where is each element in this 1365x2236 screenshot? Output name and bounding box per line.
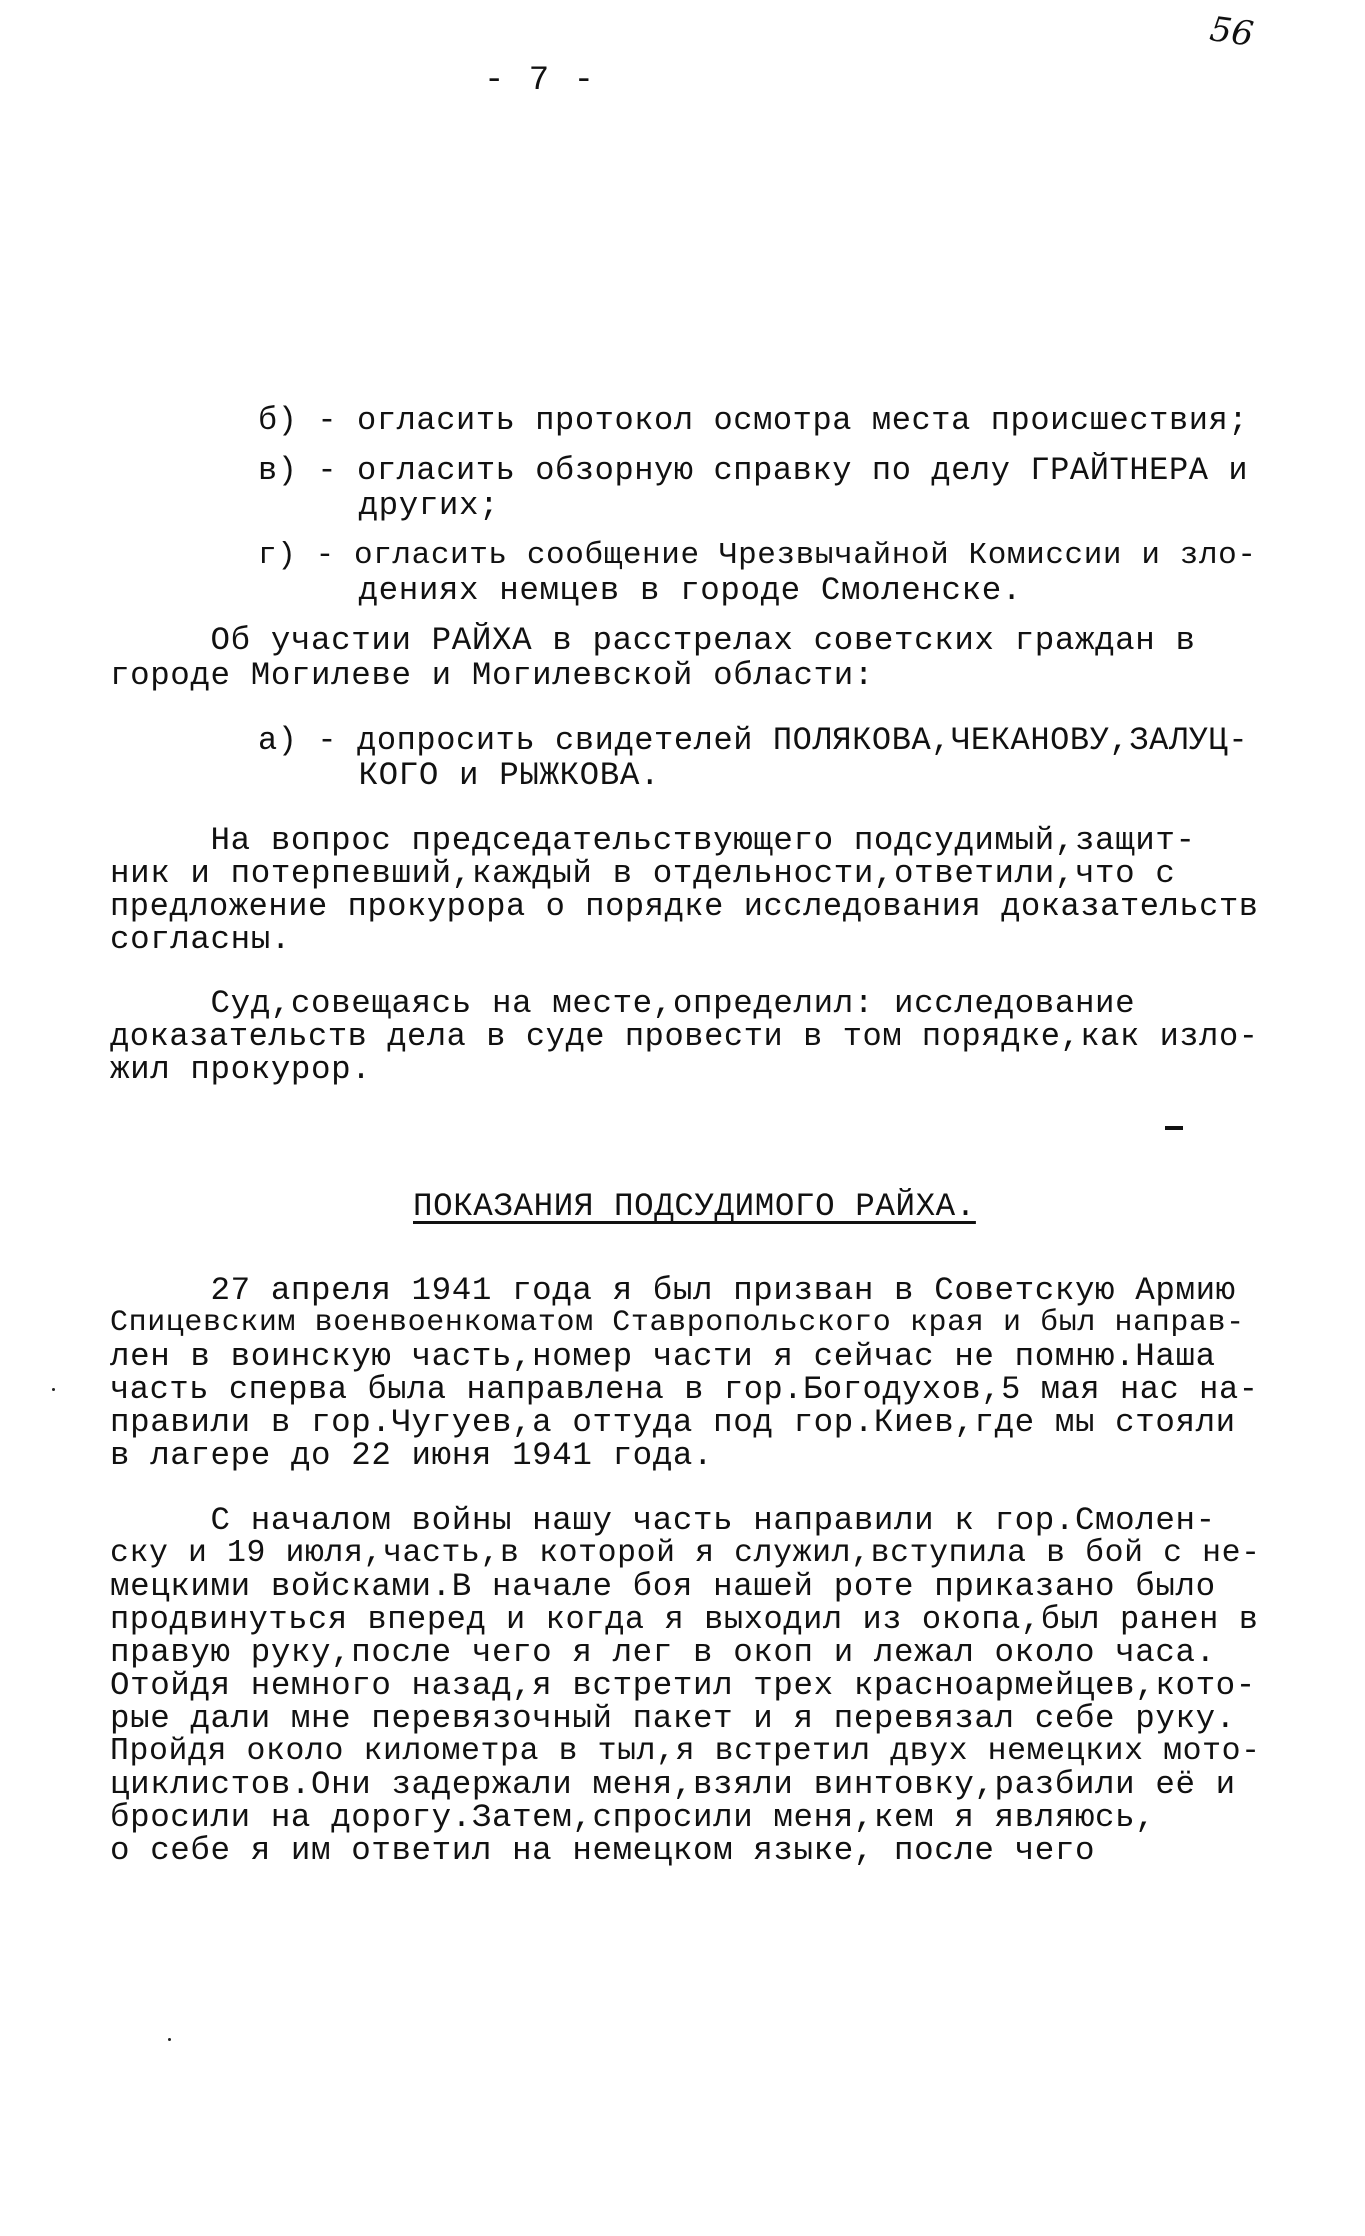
item-b-line-1: б) - огласить протокол осмотра места происшествия;	[258, 402, 1249, 439]
intro-line-2: городе Могилеве и Могилевской области:	[110, 657, 874, 694]
paragraph-1-line-2: ник и потерпевший,каждый в отдельности,ответили,что с	[110, 855, 1176, 892]
paragraph-1-line-4: согласны.	[110, 921, 291, 958]
paragraph-2-line-3: жил прокурор.	[110, 1051, 372, 1088]
paragraph-1-line-1: На вопрос председательствующего подсудимый,защит-	[110, 822, 1196, 859]
item-v-line-1: в) - огласить обзорную справку по делу ГРАЙТНЕРА и	[258, 452, 1249, 489]
paragraph-4-line-6: Отойдя немного назад,я встретил трех красноармейцев,кото-	[110, 1667, 1256, 1704]
item-a-line-2: КОГО и РЫЖКОВА.	[258, 757, 661, 794]
paragraph-4-line-2: ску и 19 июля,часть,в которой я служил,вступила в бой с не-	[110, 1536, 1261, 1571]
item-a-line-1: а) - допросить свидетелей ПОЛЯКОВА,ЧЕКАНОВУ,ЗАЛУЦ-	[258, 722, 1249, 759]
paragraph-3-line-1: 27 апреля 1941 года я был призван в Советскую Армию	[110, 1272, 1236, 1309]
paper-speck	[168, 2038, 171, 2041]
archive-page-number: 56	[1207, 9, 1256, 55]
paragraph-3-line-5: правили в гор.Чугуев,а оттуда под гор.Киев,где мы стояли	[110, 1404, 1236, 1441]
paper-speck	[52, 1388, 55, 1391]
paragraph-4-line-11: о себе я им ответил на немецком языке, после чего	[110, 1832, 1096, 1869]
paragraph-4-line-8: Пройдя около километра в тыл,я встретил двух немецких мото-	[110, 1734, 1261, 1769]
paragraph-4-line-5: правую руку,после чего я лег в окоп и лежал около часа.	[110, 1634, 1216, 1671]
paragraph-4-line-10: бросили на дорогу.Затем,спросили меня,кем я являюсь,	[110, 1799, 1156, 1836]
item-g-line-1: г) - огласить сообщение Чрезвычайной Комиссии и зло-	[258, 538, 1257, 573]
paragraph-4-line-1: С началом войны нашу часть направили к гор.Смолен-	[110, 1502, 1216, 1539]
paragraph-4-line-7: рые дали мне перевязочный пакет и я перевязал себе руку.	[110, 1700, 1236, 1737]
paragraph-3-line-2: Спицевским военвоенкоматом Ставропольского края и был направ-	[110, 1306, 1245, 1340]
stray-dash-mark	[1165, 1126, 1183, 1130]
paragraph-4-line-4: продвинуться вперед и когда я выходил из окопа,был ранен в	[110, 1601, 1259, 1638]
paragraph-3-line-3: лен в воинскую часть,номер части я сейчас не помню.Наша	[110, 1338, 1216, 1375]
paragraph-2-line-2: доказательств дела в суде провести в том порядке,как изло-	[110, 1018, 1259, 1055]
paragraph-3-line-6: в лагере до 22 июня 1941 года.	[110, 1437, 714, 1474]
paragraph-4-line-9: циклистов.Они задержали меня,взяли винтовку,разбили её и	[110, 1766, 1236, 1803]
item-v-line-2: других;	[258, 487, 500, 524]
page-number: - 7 -	[484, 62, 597, 100]
section-heading: ПОКАЗАНИЯ ПОДСУДИМОГО РАЙХА.	[413, 1188, 976, 1225]
paragraph-3-line-4: часть сперва была направлена в гор.Богодухов,5 мая нас на-	[110, 1371, 1259, 1408]
item-g-line-2: дениях немцев в городе Смоленске.	[258, 572, 1022, 609]
paragraph-1-line-3: предложение прокурора о порядке исследования доказательств	[110, 888, 1259, 925]
paragraph-4-line-3: мецкими войсками.В начале боя нашей роте приказано было	[110, 1568, 1216, 1605]
paragraph-2-line-1: Суд,совещаясь на месте,определил: исследование	[110, 985, 1136, 1022]
intro-line-1: Об участии РАЙХА в расстрелах советских граждан в	[110, 622, 1196, 659]
